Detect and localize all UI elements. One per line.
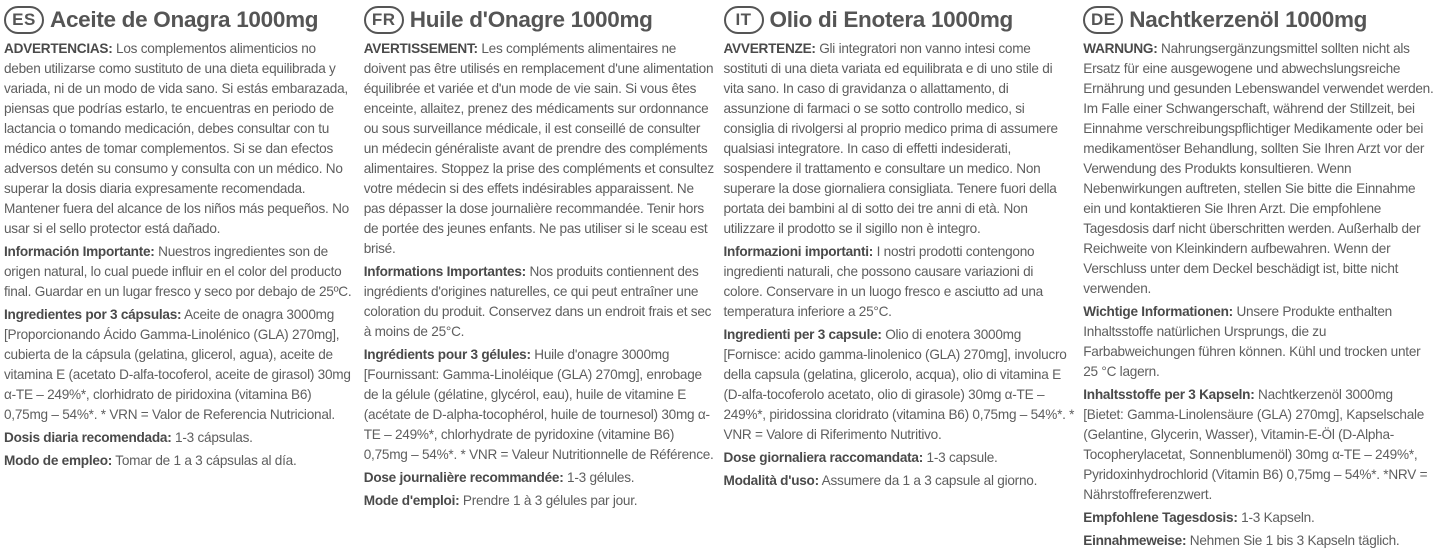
section-text: Nuestros ingredientes son de origen natural, lo cual puede influir en el color del producto final. Guardar en un lugar fresco y seco por debajo de 25ºC. (4, 244, 352, 299)
warnings-section (364, 39, 716, 259)
section-text: 1-3 capsule. (923, 450, 998, 465)
section-label: Ingredienti per 3 capsule: (723, 327, 882, 342)
language-badge: ES (4, 6, 44, 34)
section-text: Les compléments alimentaires ne doivent pas être utilisés en remplacement d'une alimentation équilibrée et variée et d'un mode de vie sain. Si vous êtes enceinte, allaitez, prenez des médicaments sur ordonnance ou sous surveillance médicale, il est conseillé de consulter un médecin généraliste avant de prendre des compléments alimentaires. Stoppez la prise des compléments et consultez votre médecin si des effets indésirables apparaissent. Ne pas dépasser la dose journalière recommandée. Tenir hors de portée des jeunes enfants. Ne pas utiliser si le sceau est brisé. (363, 41, 714, 256)
warnings-section (4, 39, 356, 239)
daily-dose-section (724, 448, 1076, 468)
section-text: Aceite de onagra 3000mg [Proporcionando Ácido Gamma-Linolénico (GLA) 270mg], cubierta de la cápsula (gelatina, glicerol, agua), aceite de vitamina E (acetato D-alfa-tocoferol, aceite de girasol) 30mg α-TE – 249%*, clorhidrato de piridoxina (vitamina B6) 0,75mg – 54%*. * VRN = Valor de Referencia Nutricional. (4, 307, 351, 422)
section-label: AVERTISSEMENT: (363, 41, 478, 56)
section-label: Modalità d'uso: (723, 473, 819, 488)
section-text: Nehmen Sie 1 bis 3 Kapseln täglich. (1186, 533, 1400, 548)
section-text: Gli integratori non vanno intesi come sostituti di una dieta variata ed equilibrata e di uno stile di vita sano. In caso di gravidanza o allattamento, di assunzione di farmaci o se sotto controllo medico, si consiglia di rivolgersi al proprio medico prima di assumere qualsiasi integratore. In caso di effetti indesiderati, sospendere il trattamento e consultare un medico. Non superare la dose giornaliera consigliata. Tenere fuori della portata dei bambini al di sotto dei tre anni di età. Non utilizzare il prodotto se il sigillo non è integro. (723, 41, 1058, 236)
product-name: Aceite de Onagra 1000mg (50, 7, 319, 32)
usage-section (1083, 531, 1435, 551)
ingredients-section (1083, 385, 1435, 505)
section-text: Huile d'onagre 3000mg [Fournissant: Gamma-Linoléique (GLA) 270mg], enrobage de la gélule (gélatine, glycérol, eau), huile de vitamine E (acétate de D-alpha-tocophérol, huile de tournesol) 30mg α-TE – 249%*, chlorhydrate de pyridoxine (vitamine B6) 0,75mg – 54%*. * VNR = Valeur Nutritionnelle de Référence. (363, 347, 714, 462)
section-label: Información Importante: (4, 244, 155, 259)
section-text: Nahrungsergänzungsmittel sollten nicht als Ersatz für eine ausgewogene und abwechslungsreiche Ernährung und gesunden Lebenswandel verwendet werden. Im Falle einer Schwangerschaft, während der Stillzeit, bei Einnahme verschreibungspflichtiger Medikamente oder bei medikamentöser Behandlung, sollten Sie Ihren Arzt vor der Verwendung des Produkts konsultieren. Wenn Nebenwirkungen auftreten, stellen Sie bitte die Einnahme ein und kontaktieren Sie Ihren Arzt. Die empfohlene Tagesdosis darf nicht überschritten werden. Außerhalb der Reichweite von Kleinkindern aufbewahren. Wenn der Verschluss unter dem Deckel beschädigt ist, bitte nicht verwenden. (1083, 41, 1434, 296)
product-name: Huile d'Onagre 1000mg (409, 7, 653, 32)
ingredients-section (364, 345, 716, 465)
section-text: Nachtkerzenöl 3000mg [Bietet: Gamma-Linolensäure (GLA) 270mg], Kapselschale (Gelantine, Glycerin, Wasser), Vitamin-E-Öl (D-Alpha-Tocopherylacetat, Sonnenblumenöl) 30mg α-TE – 249%*, Pyridoxinhydrochlorid (Vitamin B6) 0,75mg – 54%*. *NRV = Nährstoffreferenzwert. (1083, 387, 1428, 502)
section-label: ADVERTENCIAS: (4, 41, 113, 56)
important-info-section (1083, 302, 1435, 382)
important-info-section (724, 242, 1076, 322)
section-label: WARNUNG: (1083, 41, 1158, 56)
section-text: 1-3 gélules. (563, 470, 635, 485)
product-name: Nachtkerzenöl 1000mg (1129, 7, 1368, 32)
column-title (364, 4, 716, 36)
language-badge: IT (724, 6, 764, 34)
language-badge: FR (364, 6, 404, 34)
section-text: Unsere Produkte enthalten Inhaltsstoffe natürlichen Ursprungs, die zu Farbabweichungen führen können. Kühl und trocken unter 25 °C lagern. (1083, 304, 1421, 379)
section-text: Olio di enotera 3000mg [Fornisce: acido gamma-linolenico (GLA) 270mg], involucro della capsula (gelatina, glicerolo, acqua), olio di vitamina E (D-alfa-tocoferolo acetato, olio di girasole) 30mg α-TE – 249%*, piridossina cloridrato (vitamina B6) 0,75mg – 54%*. * VNR = Valore di Riferimento Nutritivo. (723, 327, 1075, 442)
usage-section (724, 471, 1076, 491)
section-label: Dosis diaria recomendada: (4, 430, 172, 445)
product-name: Olio di Enotera 1000mg (769, 7, 1013, 32)
column-fr (364, 4, 724, 539)
column-es (4, 4, 364, 539)
section-label: Inhaltsstoffe per 3 Kapseln: (1083, 387, 1255, 402)
section-text: Nos produits contiennent des ingrédients d'origines naturelles, ce qui peut entraîner une coloration du produit. Conservez dans un endroit frais et sec à moins de 25°C. (363, 264, 712, 339)
daily-dose-section (1083, 508, 1435, 528)
section-label: Dose giornaliera raccomandata: (723, 450, 923, 465)
usage-section (4, 451, 356, 471)
section-label: Empfohlene Tagesdosis: (1083, 510, 1238, 525)
section-label: Ingrédients pour 3 gélules: (363, 347, 531, 362)
column-title (724, 4, 1076, 36)
section-text: I nostri prodotti contengono ingredienti naturali, che possono causare variazioni di colore. Conservare in un luogo fresco e asciutto ad una temperatura inferiore a 25°C. (723, 244, 1043, 319)
section-label: AVVERTENZE: (723, 41, 816, 56)
column-de (1083, 4, 1443, 548)
daily-dose-section (364, 468, 716, 488)
column-title (4, 4, 356, 36)
ingredients-section (724, 325, 1076, 445)
warnings-section (724, 39, 1076, 239)
daily-dose-section (4, 428, 356, 448)
column-title (1083, 4, 1435, 36)
section-text: Assumere da 1 a 3 capsule al giorno. (818, 473, 1038, 488)
usage-section (364, 491, 716, 511)
section-label: Ingredientes por 3 cápsulas: (4, 307, 182, 322)
section-label: Informazioni importanti: (723, 244, 874, 259)
important-info-section (4, 242, 356, 302)
ingredients-section (4, 305, 356, 425)
important-info-section (364, 262, 716, 342)
language-badge: DE (1083, 6, 1123, 34)
section-text: Prendre 1 à 3 gélules par jour. (459, 493, 638, 508)
column-it (724, 4, 1084, 539)
warnings-section (1083, 39, 1435, 299)
section-text: 1-3 Kapseln. (1237, 510, 1315, 525)
section-label: Informations Importantes: (363, 264, 526, 279)
section-text: 1-3 cápsulas. (171, 430, 253, 445)
section-text: Tomar de 1 a 3 cápsulas al día. (112, 453, 297, 468)
section-label: Einnahmeweise: (1083, 533, 1187, 548)
section-text: Los complementos alimenticios no deben utilizarse como sustituto de una dieta equilibrada y variada, ni de un modo de vida sano. Si estás embarazada, piensas que podrías estarlo, te encuentras en periodo de lactancia o tomando medicación, debes consultar con tu médico antes de tomar complementos. Si se dan efectos adversos detén su consumo y consulta con un médico. No superar la dosis diaria expresamente recomendada. Mantener fuera del alcance de los niños más pequeños. No usar si el sello protector está dañado. (4, 41, 349, 236)
section-label: Modo de empleo: (4, 453, 113, 468)
section-label: Dose journalière recommandée: (363, 470, 564, 485)
section-label: Mode d'emploi: (363, 493, 460, 508)
section-label: Wichtige Informationen: (1083, 304, 1233, 319)
